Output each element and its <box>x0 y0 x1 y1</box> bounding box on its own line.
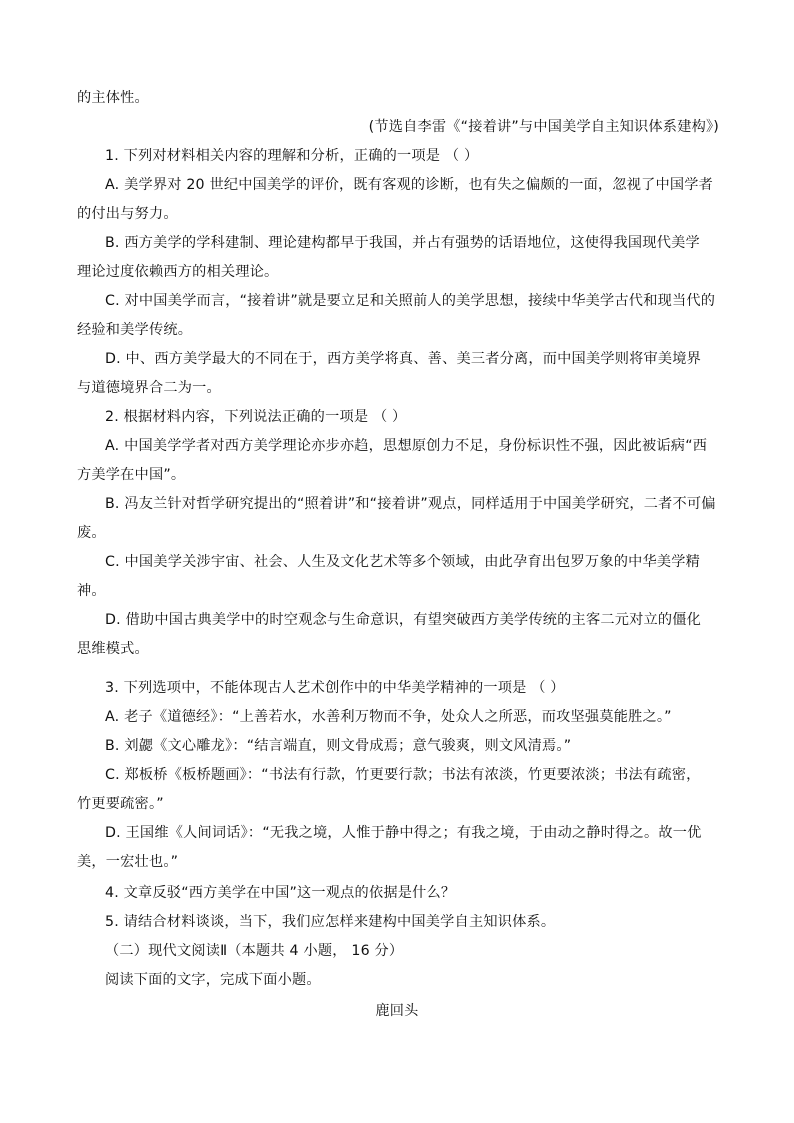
source-note-text: (节选自李雷《“接着讲”与中国美学自主知识体系建构》) <box>368 119 719 135</box>
question-1-option-d-cont: 与道德境界合二为一。 <box>77 380 221 396</box>
question-3 <box>77 674 719 877</box>
question-4: 4. 文章反驳“西方美学在中国”这一观点的依据是什么？ <box>105 885 456 901</box>
question-3-option-c-cont: 竹更要疏密。” <box>77 796 164 812</box>
question-2-stem: 2. 根据材料内容，下列说法正确的一项是 （ ） <box>105 409 407 425</box>
question-2 <box>77 403 719 664</box>
question-1-option-a-cont: 的付出与努力。 <box>77 206 178 222</box>
question-2-option-d-cont: 思维模式。 <box>77 641 149 657</box>
question-3-option-c: C. 郑板桥《板桥题画》：“书法有行款，竹更要行款；书法有浓淡，竹更要浓淡；书法有疏密， <box>105 767 701 783</box>
intro-tail <box>77 84 719 113</box>
question-2-option-c-cont: 神。 <box>77 583 106 599</box>
reading-instruction: 阅读下面的文字，完成下面小题。 <box>105 972 321 988</box>
question-1-option-b: B. 西方美学的学科建制、理论建构都早于我国，并占有强势的话语地位，这使得我国现代美学 <box>105 235 700 251</box>
question-3-option-d-cont: 美，一宏壮也。” <box>77 854 179 870</box>
questions-4-5 <box>77 879 719 995</box>
question-2-option-c: C. 中国美学关涉宇宙、社会、人生及文化艺术等多个领域，由此孕育出包罗万象的中华美学精 <box>105 554 701 570</box>
question-2-option-d: D. 借助中国古典美学中的时空观念与生命意识，有望突破西方美学传统的主客二元对立的僵化 <box>105 612 702 628</box>
question-3-option-a: A. 老子《道德经》：“上善若水，水善利万物而不争，处众人之所恶，而攻坚强莫能胜之。” <box>105 709 672 725</box>
question-1-option-a: A. 美学界对 20 世纪中国美学的评价，既有客观的诊断，也有失之偏颇的一面，忽视了中国学者 <box>105 177 714 193</box>
story-title <box>0 997 794 1026</box>
question-1-option-d: D. 中、西方美学最大的不同在于，西方美学将真、善、美三者分离，而中国美学则将审美境界 <box>105 351 702 367</box>
question-1-option-b-cont: 理论过度依赖西方的相关理论。 <box>77 264 279 280</box>
question-1-stem: 1. 下列对材料相关内容的理解和分析，正确的一项是 （ ） <box>105 148 479 164</box>
section-heading: （二）现代文阅读Ⅱ（本题共 4 小题， 16 分） <box>105 943 404 959</box>
question-1-option-c: C. 对中国美学而言，“接着讲”就是要立足和关照前人的美学思想，接续中华美学古代和现当代的 <box>105 293 716 309</box>
question-3-option-d: D. 王国维《人间词话》：“无我之境，人惟于静中得之；有我之境，于由动之静时得之。故一优 <box>105 825 702 841</box>
question-1-option-c-cont: 经验和美学传统。 <box>77 322 193 338</box>
question-2-option-a: A. 中国美学学者对西方美学理论亦步亦趋，思想原创力不足，身份标识性不强，因此被诟病“西 <box>105 438 708 454</box>
question-2-option-a-cont: 方美学在中国”。 <box>77 467 186 483</box>
intro-tail-text: 的主体性。 <box>77 90 149 106</box>
question-1 <box>77 142 719 403</box>
source-note <box>60 113 719 142</box>
question-3-option-b: B. 刘勰《文心雕龙》：“结言端直，则文骨成焉；意气骏爽，则文风清焉。” <box>105 738 572 754</box>
question-2-option-b: B. 冯友兰针对哲学研究提出的“照着讲”和“接着讲”观点，同样适用于中国美学研究，二者不可偏 <box>105 496 716 512</box>
question-5: 5. 请结合材料谈谈，当下，我们应怎样来建构中国美学自主知识体系。 <box>105 914 556 930</box>
question-3-stem: 3. 下列选项中，不能体现古人艺术创作中的中华美学精神的一项是 （ ） <box>105 680 565 696</box>
story-title-text: 鹿回头 <box>375 1003 419 1019</box>
question-2-option-b-cont: 废。 <box>77 525 106 541</box>
